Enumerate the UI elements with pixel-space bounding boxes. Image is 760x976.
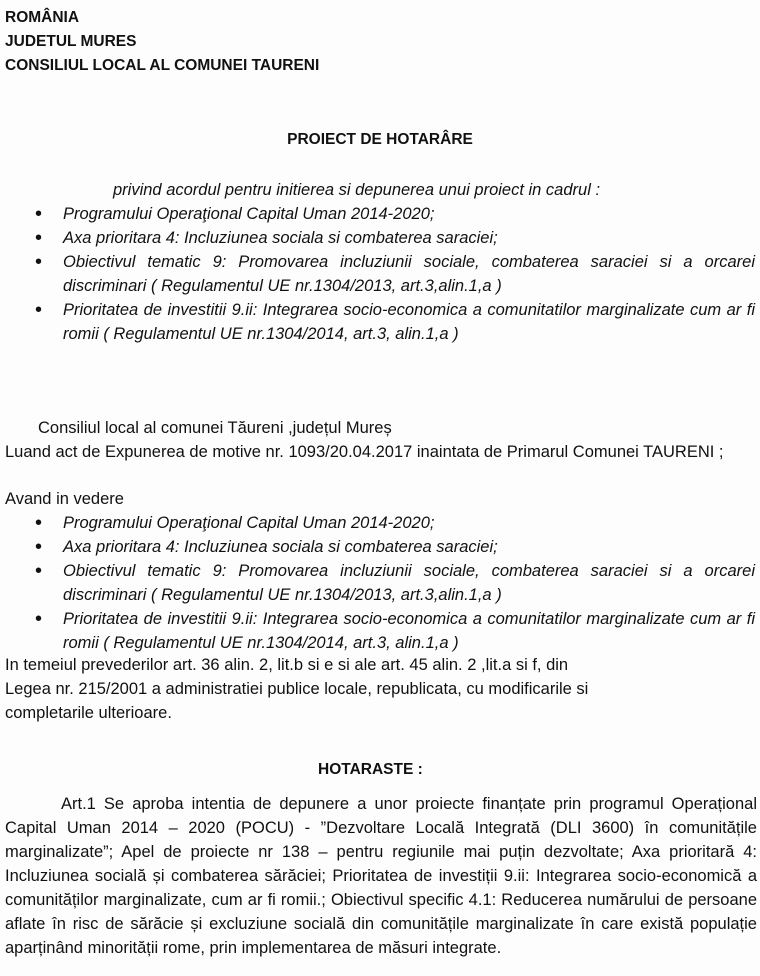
avand-in-vedere: Avand in vedere: [5, 490, 124, 508]
header-county: JUDETUL MURES: [5, 33, 137, 50]
list-item: • Obiectivul tematic 9: Promovarea incluziunii sociale, combaterea saraciei si a orcarei discriminari ( Regulamentul UE nr.1304/2013, art.3,alin.1,a ): [5, 559, 755, 607]
subtitle: privind acordul pentru initierea si depunerea unui proiect in cadrul :: [113, 181, 601, 199]
legal-basis: [5, 653, 588, 725]
bullet-list-top: [5, 202, 755, 346]
document-header: [5, 6, 319, 78]
council-line: Consiliul local al comunei Tăureni ,județul Mureș: [38, 419, 392, 437]
legal-basis-line: In temeiul prevederilor art. 36 alin. 2, lit.b si e si ale art. 45 alin. 2 ,lit.a si f, din: [5, 656, 569, 674]
list-item: • Prioritatea de investitii 9.ii: Integrarea socio-economica a comunitatilor marginalizate cum ar fi romii ( Regulamentul UE nr.1304/2014, art.3, alin.1,a ): [5, 298, 755, 346]
header-council: CONSILIUL LOCAL AL COMUNEI TAURENI: [5, 57, 320, 74]
luand-act-paragraph: Luand act de Expunerea de motive nr. 1093/20.04.2017 inaintata de Primarul Comunei TAURENI ;: [5, 443, 724, 461]
header-country: ROMÂNIA: [5, 9, 80, 26]
list-item: • Obiectivul tematic 9: Promovarea incluziunii sociale, combaterea saraciei si a orcarei discriminari ( Regulamentul UE nr.1304/2013, art.3,alin.1,a ): [5, 250, 755, 298]
document-title: [0, 131, 760, 149]
title-text: PROIECT DE HOTARÂRE: [287, 131, 473, 148]
legal-basis-line: completarile ulterioare.: [5, 704, 172, 722]
list-item: • Programului Operaţional Capital Uman 2014-2020;: [5, 202, 755, 226]
article-1: Art.1 Se aproba intentia de depunere a unor proiecte finanțate prin programul Operațional Capital Uman 2014 – 2020 (POCU) - ”Dezvoltare Locală Integrată (DLI 3600) în comunitățile marginalizate”; Apel de proiecte nr 138 – pentru regiunile mai puțin dezvoltate; Axa prioritară 4: Incluziunea socială și combaterea sărăciei; Prioritatea de investiții 9.ii: Integrarea socio-economică a comunităților marginalizate, cum ar fi romii.; Obiectivul specific 4.1: Reducerea numărului de persoane aflate în risc de sărăcie și excluziune socială din comunitățile marginalizate în care există populație aparținând minorității rome, prin implementarea de măsuri integrate.: [5, 795, 757, 957]
list-item: • Axa prioritara 4: Incluziunea sociala si combaterea saraciei;: [5, 226, 755, 250]
legal-basis-line: Legea nr. 215/2001 a administratiei publice locale, republicata, cu modificarile si: [5, 680, 589, 698]
list-item: • Prioritatea de investitii 9.ii: Integrarea socio-economica a comunitatilor marginalizate cum ar fi romii ( Regulamentul UE nr.1304/2014, art.3, alin.1,a ): [5, 607, 755, 655]
list-item: • Axa prioritara 4: Incluziunea sociala si combaterea saraciei;: [5, 535, 755, 559]
list-item: • Programului Operaţional Capital Uman 2014-2020;: [5, 511, 755, 535]
hotaraste-heading: HOTARASTE :: [318, 761, 423, 778]
bullet-list-middle: [5, 511, 755, 655]
